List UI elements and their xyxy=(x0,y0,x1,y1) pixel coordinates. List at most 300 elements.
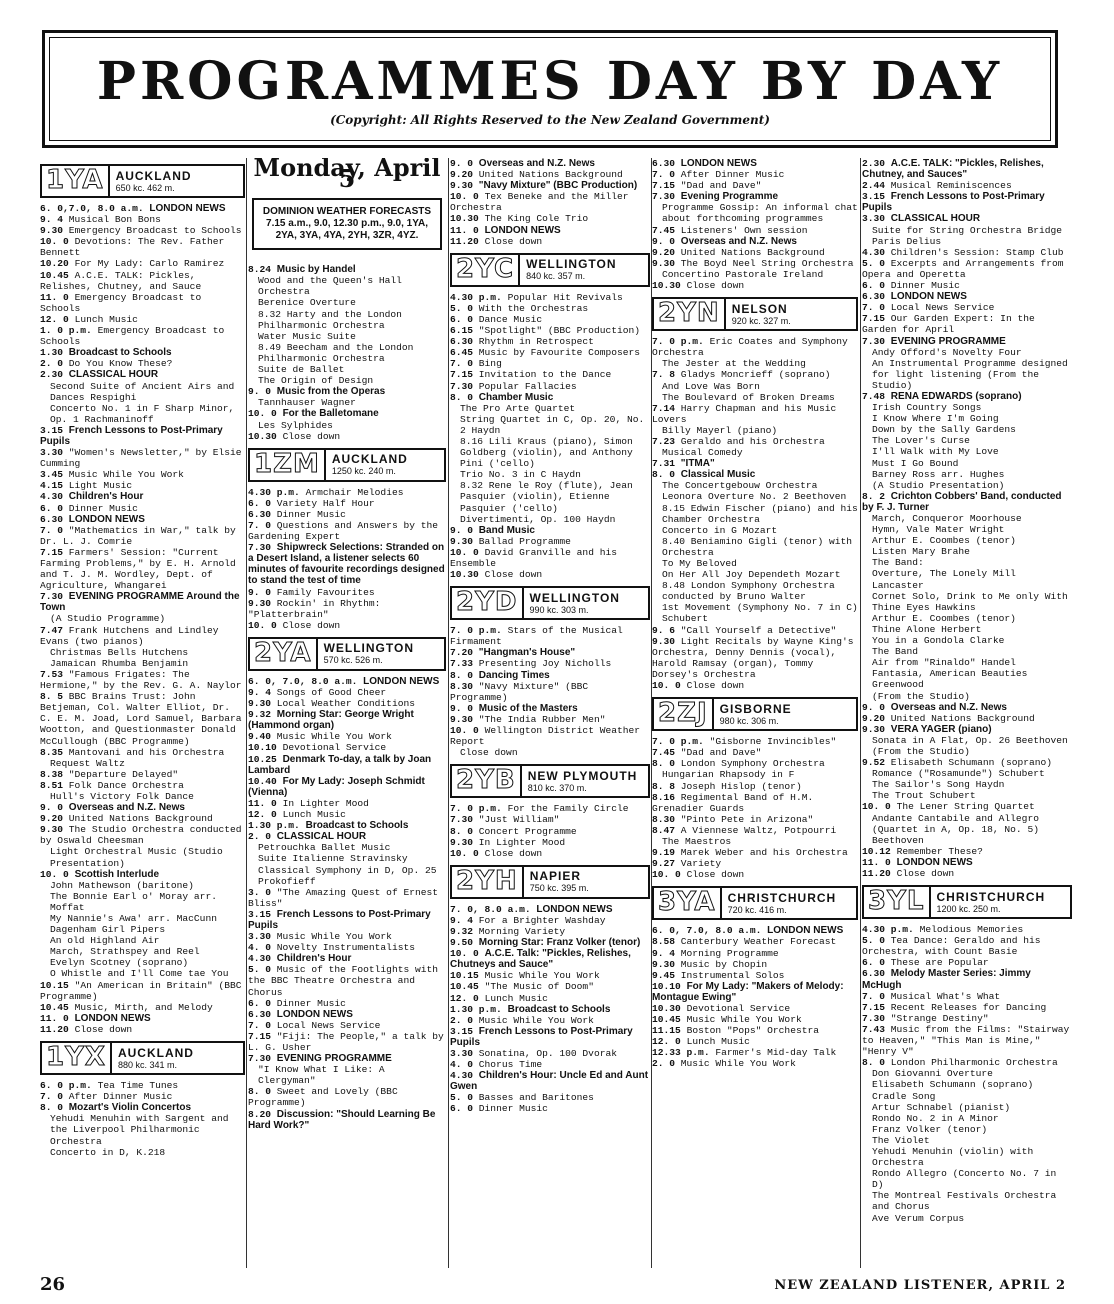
programme-time: 6.45 xyxy=(450,347,474,359)
programme-title: "Dad and Dave" xyxy=(680,180,762,192)
programme-title: Music by Chopin xyxy=(680,958,768,970)
programme-title: Close down xyxy=(896,868,955,879)
programme-title: Morning Programme xyxy=(680,947,779,959)
programme-entry xyxy=(40,292,245,314)
programme-detail: 8.16 Lili Kraus (piano), Simon Goldberg (violin), and Anthony Pini ('cello) xyxy=(460,435,633,470)
programme-entry xyxy=(652,869,858,880)
programme-entry xyxy=(248,887,446,909)
programme-entry xyxy=(40,203,245,214)
programme-title: Tex Beneke and the Miller Orchestra xyxy=(450,191,629,214)
programme-entry xyxy=(450,236,650,247)
programme-entry xyxy=(862,713,1072,724)
programme-time: 7.23 xyxy=(652,435,676,447)
programme-detail: Sonata in A Flat, Op. 26 Beethoven xyxy=(872,734,1068,746)
programme-title: A Viennese Waltz, Potpourri xyxy=(680,824,837,836)
programme-entry xyxy=(862,313,1072,335)
programme-time: 4.30 xyxy=(862,246,886,258)
programme-entry xyxy=(40,747,245,758)
programme-title: Recent Releases for Dancing xyxy=(890,1001,1047,1013)
programme-title: Marek Weber and his Orchestra xyxy=(680,847,848,859)
programme-detail: An Instrumental Programme designed for light listening (From the Studio) xyxy=(872,357,1068,391)
programme-entry xyxy=(862,191,1072,213)
programme-time: 3.30 xyxy=(862,213,886,225)
programme-time: 7. 0 p.m. xyxy=(450,625,502,637)
station-name: NEW PLYMOUTH xyxy=(527,768,638,783)
station-frequency: 880 kc. 341 m. xyxy=(117,1059,178,1070)
programme-time: 7.30 xyxy=(248,542,272,554)
station-frequency: 840 kc. 357 m. xyxy=(526,271,586,282)
programme-time: 8.24 xyxy=(248,264,272,276)
programme-detail: Fantasia, American Beauties Greenwood xyxy=(872,668,1028,691)
station-info xyxy=(520,255,616,285)
programme-entry xyxy=(862,302,1072,313)
programme-title: Dinner Music xyxy=(276,508,346,520)
programme-time: 7.30 xyxy=(652,191,676,203)
programme-entry xyxy=(862,846,1072,857)
programme-entry xyxy=(652,1058,858,1069)
page-number: 26 xyxy=(40,1274,66,1295)
programme-title: "Hangman's House" xyxy=(478,647,576,659)
programme-detail: Tannhauser Wagner xyxy=(258,397,356,409)
programme-time: 7. 0 xyxy=(862,990,886,1002)
weather-forecast-box xyxy=(252,198,442,250)
programme-detail: The Origin of Design xyxy=(258,375,374,387)
programme-time: 8.38 xyxy=(40,768,64,780)
programme-title: Music from the Films: "Stairway to Heaven," "This Man is Mine," "Henry V" xyxy=(862,1023,1070,1058)
programme-entry xyxy=(652,981,858,1003)
programme-entry xyxy=(40,514,245,525)
programme-entry xyxy=(40,691,245,746)
programme-time: 7.14 xyxy=(652,402,676,414)
programme-title: Dinner Music xyxy=(68,502,138,514)
programme-entry xyxy=(450,547,650,569)
programme-time: 7. 0 xyxy=(40,1091,64,1103)
programme-time: 9. 4 xyxy=(450,914,474,926)
programme-time: 6. 0 xyxy=(40,502,64,514)
programme-title: Elisabeth Schumann (soprano) xyxy=(890,757,1052,769)
programme-title: Remember These? xyxy=(896,845,983,857)
programme-time: 9.20 xyxy=(652,246,676,258)
station-info xyxy=(326,450,408,480)
programme-time: 9. 4 xyxy=(248,687,272,698)
programme-time: 6.30 xyxy=(862,968,886,980)
programme-detail: I'll Walk with My Love xyxy=(872,446,999,458)
programme-entry xyxy=(40,813,245,824)
programme-time: 6. 0 xyxy=(450,1103,474,1115)
programme-time: 11.15 xyxy=(652,1025,681,1037)
programme-detail: Request Waltz xyxy=(50,757,125,769)
station-info xyxy=(524,867,589,897)
programme-detail: Concerto in G Mozart xyxy=(662,524,778,536)
programme-time: 7. 0 p.m. xyxy=(652,736,704,748)
programme-time: 8.58 xyxy=(652,936,676,948)
programme-title: Close down xyxy=(686,280,745,292)
column-2 xyxy=(248,158,446,1268)
programme-entry xyxy=(450,303,650,314)
programme-time: 11.20 xyxy=(450,235,479,247)
station-frequency: 920 kc. 327 m. xyxy=(731,315,791,326)
programme-title: Lunch Music xyxy=(282,809,346,821)
programme-time: 7.48 xyxy=(862,390,886,402)
programme-detail: Jamaican Rhumba Benjamin xyxy=(50,657,189,669)
programme-detail: The Trout Schubert xyxy=(872,790,976,802)
programme-time: 9. 0 xyxy=(450,158,474,169)
programme-title: VERA YAGER (piano) xyxy=(890,723,992,735)
programme-detail: And Love Was Born xyxy=(662,380,760,392)
programme-time: 10. 0 xyxy=(450,546,479,558)
programme-time: 11. 0 xyxy=(450,224,479,236)
programme-time: 10. 0 xyxy=(40,868,69,880)
programme-entry xyxy=(40,491,245,502)
programme-entry xyxy=(450,848,650,859)
programme-title: Morning Variety xyxy=(478,925,566,937)
programme-title: Shipwreck Selections: Stranded on a Desert Island, a listener selects 60 minutes of favourite recordings designed to stand the test of time xyxy=(248,542,445,587)
programme-time: 7.30 xyxy=(450,814,474,826)
column-5 xyxy=(862,158,1072,1268)
programme-title: Eric Coates and Symphony Orchestra xyxy=(652,336,848,359)
programme-detail: The Boulevard of Broken Dreams xyxy=(662,391,835,403)
programme-time: 10.30 xyxy=(652,1003,681,1014)
programme-detail: Classical Symphony in D, Op. 25 Prokofieff xyxy=(258,864,437,887)
programme-time: 7. 0 p.m. xyxy=(652,336,704,348)
programme-title: Boston "Pops" Orchestra xyxy=(686,1025,819,1037)
programme-detail: Ave Verum Corpus xyxy=(872,1212,965,1224)
programme-title: Regimental Band of H.M. Grenadier Guards xyxy=(652,791,814,814)
programme-entry xyxy=(862,258,1072,280)
programme-time: 10.30 xyxy=(652,280,681,292)
programme-entry xyxy=(652,814,858,825)
programme-time: 11. 0 xyxy=(40,291,69,303)
programme-time: 6. 0,7.0, 8.0 a.m. xyxy=(40,203,144,214)
programme-detail: Petrouchka Ballet Music xyxy=(258,842,391,854)
programme-detail: Yehudi Menuhin (violin) with Orchestra xyxy=(872,1145,1034,1169)
station-name: WELLINGTON xyxy=(526,257,617,272)
programme-title: United Nations Background xyxy=(478,169,623,181)
programme-detail: Romance ("Rosamunde") Schubert xyxy=(872,768,1045,780)
programme-entry xyxy=(450,1026,650,1048)
column-3 xyxy=(450,158,650,1268)
column-4 xyxy=(652,158,858,1268)
programme-title: Farmer's Mid-day Talk xyxy=(715,1047,837,1059)
programme-time: 6. 0 xyxy=(450,313,474,325)
programme-title: Bing xyxy=(478,358,502,370)
programme-entry xyxy=(450,369,650,380)
programme-title: The Boyd Neel String Orchestra xyxy=(680,257,854,269)
programme-title: A.C.E. TALK: "Pickles, Relishes, Chutney, and Sauces" xyxy=(862,158,1044,181)
programme-time: 4.30 xyxy=(40,491,64,503)
programme-time: 10. 0 xyxy=(40,236,69,248)
programme-time: 6. 0, 7.0, 8.0 a.m. xyxy=(248,675,358,687)
programme-time: 5. 0 xyxy=(862,935,886,947)
programme-title: Close down xyxy=(686,680,745,692)
programme-title: LONDON NEWS xyxy=(767,925,844,937)
programme-entry xyxy=(862,213,1072,224)
programme-time: 8. 0 xyxy=(40,1102,64,1114)
programme-title: "The Amazing Quest of Ernest Bliss" xyxy=(248,886,438,909)
station-frequency: 750 kc. 395 m. xyxy=(529,883,589,894)
programme-time: 7.45 xyxy=(652,224,676,236)
programme-title: Dinner Music xyxy=(890,280,960,292)
programme-time: 3.30 xyxy=(248,931,272,943)
programme-time: 9.45 xyxy=(652,969,676,981)
programme-title: CLASSICAL HOUR xyxy=(890,213,981,225)
programme-title: Novelty Instrumentalists xyxy=(276,942,415,954)
programme-title: Overseas and N.Z. News xyxy=(68,802,185,814)
programme-detail: To My Beloved xyxy=(662,558,737,569)
programme-time: 10.15 xyxy=(40,979,69,991)
programme-entry xyxy=(450,1092,650,1103)
programme-detail: Franz Volker (tenor) xyxy=(872,1123,988,1135)
programme-entry xyxy=(652,825,858,836)
programme-time: 7.15 xyxy=(450,369,474,381)
programme-entry xyxy=(450,937,650,948)
programme-entry xyxy=(862,1024,1072,1057)
programme-title: BBC Brains Trust: John Betjeman, Col. Walter Elliot, Dr. C. E. M. Joad, Lord Samuel, Barbara Wootton, and Questionmaster Donald McCullough (BBC Programme) xyxy=(40,691,242,747)
programme-title: Sonatina, Op. 100 Dvorak xyxy=(478,1048,617,1059)
programme-entry xyxy=(450,658,650,669)
programme-time: 3.15 xyxy=(450,1025,474,1037)
programme-entry xyxy=(450,814,650,825)
programme-entry xyxy=(40,480,245,491)
programme-time: 4.30 p.m. xyxy=(248,486,300,498)
programme-entry xyxy=(652,925,858,936)
programme-title: Do You Know These? xyxy=(68,358,173,370)
programme-time: 9. 0 xyxy=(248,586,272,598)
station-header xyxy=(862,885,1072,919)
programme-entry xyxy=(450,525,650,536)
programme-time: 9.30 xyxy=(652,257,676,269)
programme-title: For the Balletomane xyxy=(282,408,379,420)
programme-title: Close down xyxy=(282,430,341,442)
programme-title: RENA EDWARDS (soprano) xyxy=(890,390,1022,402)
programme-entry xyxy=(248,386,446,397)
programme-time: 6.30 xyxy=(248,508,272,520)
programme-entry xyxy=(40,591,245,613)
programme-entry xyxy=(862,857,1072,868)
programme-title: LONDON NEWS xyxy=(896,856,973,868)
programme-entry xyxy=(862,391,1072,402)
programme-time: 4.30 xyxy=(248,953,272,965)
station-call-sign: 2YH xyxy=(452,867,524,897)
programme-detail: Light Orchestral Music (Studio Presentation) xyxy=(50,846,223,869)
programme-title: Songs of Good Cheer xyxy=(276,687,387,698)
programme-title: Dinner Music xyxy=(276,997,346,1009)
programme-time: 3.15 xyxy=(248,908,272,920)
station-frequency: 720 kc. 416 m. xyxy=(727,904,787,915)
station-call-sign: 2YN xyxy=(654,299,726,329)
programme-entry xyxy=(652,436,858,447)
programme-detail: 8.49 Beecham and the London Philharmonic Orchestra xyxy=(258,341,414,364)
programme-title: French Lessons to Post-Primary Pupils xyxy=(450,1025,633,1048)
programme-entry xyxy=(450,837,650,848)
programme-title: David Granville and his Ensemble xyxy=(450,546,617,569)
programme-title: Close down xyxy=(282,619,341,631)
programme-time: 10. 0 xyxy=(652,680,681,692)
programme-entry xyxy=(450,325,650,336)
programme-detail: Les Sylphides xyxy=(258,419,333,431)
programme-entry xyxy=(248,1009,446,1020)
programme-time: 2. 0 xyxy=(40,358,64,370)
programme-time: 9.19 xyxy=(652,847,676,859)
programme-time: 6.30 xyxy=(248,1008,272,1020)
programme-time: 3.15 xyxy=(40,424,64,436)
station-info xyxy=(726,299,791,329)
programme-time: 4.30 p.m. xyxy=(862,924,914,936)
programme-entry xyxy=(248,498,446,509)
programme-title: "The India Rubber Men" xyxy=(478,713,606,725)
programme-time: 8. 0 xyxy=(652,758,676,770)
programme-entry xyxy=(450,358,650,369)
programme-title: Dinner Music xyxy=(478,1103,548,1115)
programme-title: Family Favourites xyxy=(276,586,375,598)
programme-title: Chamber Music xyxy=(478,391,554,403)
programme-time: 1. 0 p.m. xyxy=(40,325,92,337)
programme-time: 6. 0 xyxy=(862,280,886,292)
programme-title: After Dinner Music xyxy=(68,1091,173,1103)
programme-title: For My Lady: Joseph Schmidt (Vienna) xyxy=(248,775,425,798)
programme-title: For My Lady: "Makers of Melody: Montague Ewing" xyxy=(652,980,844,1003)
programme-time: 10. 0 xyxy=(450,191,479,203)
programme-time: 9. 0 xyxy=(450,702,474,714)
programme-entry xyxy=(862,724,1072,735)
programme-title: Discussion: "Should Learning Be Hard Work?" xyxy=(248,1108,436,1131)
programme-entry xyxy=(652,1025,858,1036)
programme-title: Music While You Work xyxy=(686,1014,802,1026)
programme-entry xyxy=(450,681,650,703)
programme-time: 7.15 xyxy=(248,1030,272,1042)
programme-title: Overseas and N.Z. News xyxy=(680,235,797,247)
programme-detail: Concerto in D, K.218 xyxy=(50,1146,166,1158)
programme-time: 12. 0 xyxy=(450,992,479,1004)
programme-detail: Don Giovanni Overture xyxy=(872,1068,993,1080)
programme-title: Ballad Programme xyxy=(478,535,571,547)
programme-entry xyxy=(652,636,858,680)
programme-title: With the Orchestras xyxy=(478,302,589,314)
programme-detail: Barney Ross arr. Hughes xyxy=(872,468,1005,480)
programme-entry xyxy=(40,369,245,380)
programme-time: 10. 0 xyxy=(652,869,681,881)
programme-detail: Arthur E. Coombes (tenor) xyxy=(872,535,1016,547)
programme-title: LONDON NEWS xyxy=(68,513,145,525)
programme-time: 10.10 xyxy=(248,742,277,754)
programme-time: 10.40 xyxy=(248,775,277,787)
programme-title: Tea Time Tunes xyxy=(97,1080,179,1092)
programme-time: 9.50 xyxy=(450,937,474,949)
programme-entry xyxy=(652,258,858,269)
programme-title: Musical Reminiscences xyxy=(890,180,1012,192)
programme-time: 4.30 xyxy=(450,1070,474,1082)
programme-title: Lunch Music xyxy=(74,313,138,325)
programme-detail: Christmas Bells Hutchens xyxy=(50,646,189,658)
station-call-sign: 2YA xyxy=(250,639,318,669)
programme-time: 6. 0, 7.0, 8.0 a.m. xyxy=(652,925,762,937)
programme-detail: I Know Where I'm Going xyxy=(872,413,999,425)
programme-entry xyxy=(652,625,858,636)
programme-time: 9.30 xyxy=(450,836,474,848)
programme-time: 7. 0 xyxy=(450,358,474,370)
column-divider xyxy=(448,158,449,1268)
programme-entry xyxy=(652,458,858,469)
programme-time: 7.30 xyxy=(450,380,474,392)
programme-entry xyxy=(40,869,245,880)
programme-title: Emergency Broadcast to Schools xyxy=(40,291,202,314)
programme-time: 9.30 xyxy=(652,635,676,647)
weather-title: DOMINION WEATHER FORECASTS xyxy=(262,206,432,218)
programme-entry xyxy=(450,180,650,191)
station-name: AUCKLAND xyxy=(115,168,192,183)
programme-entry xyxy=(450,981,650,992)
programme-entry xyxy=(40,1091,245,1102)
programme-entry xyxy=(40,358,245,369)
programme-title: Melodious Memories xyxy=(919,924,1024,936)
programme-title: "Women's Newsletter," by Elsie Cumming xyxy=(40,447,242,470)
programme-entry xyxy=(450,970,650,981)
programme-time: 10. 0 xyxy=(862,801,891,813)
programme-title: Music While You Work xyxy=(276,931,392,943)
programme-time: 9. 4 xyxy=(40,214,64,226)
programme-detail: The Bonnie Earl o' Moray arr. Moffat xyxy=(50,890,217,913)
programme-time: 1.30 xyxy=(40,347,64,359)
programme-time: 7.31 xyxy=(652,458,676,470)
programme-time: 9.30 xyxy=(40,824,64,836)
programme-time: 12. 0 xyxy=(40,313,69,325)
programme-title: LONDON NEWS xyxy=(536,903,613,915)
programme-detail: Rondo No. 2 in A Minor xyxy=(872,1112,999,1124)
station-call-sign: 1YX xyxy=(42,1043,112,1073)
programme-entry xyxy=(248,1020,446,1031)
programme-detail: Elisabeth Schumann (soprano) xyxy=(872,1079,1034,1091)
programme-title: Music While You Work xyxy=(478,1014,594,1026)
programme-time: 7.33 xyxy=(450,658,474,670)
programme-time: 2. 0 xyxy=(248,831,272,843)
column-divider xyxy=(246,158,247,1268)
programme-entry xyxy=(40,225,245,236)
station-call-sign: 3YL xyxy=(864,887,931,917)
programme-entry xyxy=(862,158,1072,180)
programme-title: Joseph Hislop (tenor) xyxy=(680,780,802,792)
station-header xyxy=(652,697,858,731)
programme-title: The Studio Orchestra conducted by Oswald Cheesman xyxy=(40,824,242,847)
programme-title: Presenting Joy Nicholls xyxy=(478,658,612,670)
programme-title: After Dinner Music xyxy=(680,169,785,181)
programme-title: LONDON NEWS xyxy=(680,158,757,169)
programme-detail: An old Highland Air xyxy=(50,935,160,947)
station-header xyxy=(652,297,858,331)
programme-title: "Departure Delayed" xyxy=(68,768,179,780)
station-frequency: 980 kc. 306 m. xyxy=(719,715,779,726)
programme-time: 9.30 xyxy=(40,225,64,237)
programme-title: Popular Hit Revivals xyxy=(507,291,623,303)
programme-title: Armchair Melodies xyxy=(305,486,404,498)
station-name: CHRISTCHURCH xyxy=(936,889,1046,904)
programme-entry xyxy=(652,758,858,769)
programme-entry xyxy=(450,826,650,837)
programme-detail: My Nannie's Awa' arr. MacCunn xyxy=(50,913,217,924)
programme-entry xyxy=(248,942,446,953)
programme-entry xyxy=(248,698,446,709)
programme-entry xyxy=(248,620,446,631)
programme-title: Musical Bon Bons xyxy=(68,214,161,226)
programme-entry xyxy=(40,347,245,358)
programme-time: 8. 8 xyxy=(652,780,676,792)
programme-entry xyxy=(248,264,446,275)
programme-title: The Lener String Quartet xyxy=(896,801,1035,813)
programme-entry xyxy=(248,953,446,964)
programme-title: Farmers' Session: "Current Farming Problems," by E. H. Arnold and T. J. M. Wordley, Dept. of Agriculture, Whangarei xyxy=(40,546,236,592)
programme-entry xyxy=(450,725,650,747)
station-frequency: 650 kc. 462 m. xyxy=(115,182,175,193)
programme-entry xyxy=(450,381,650,392)
